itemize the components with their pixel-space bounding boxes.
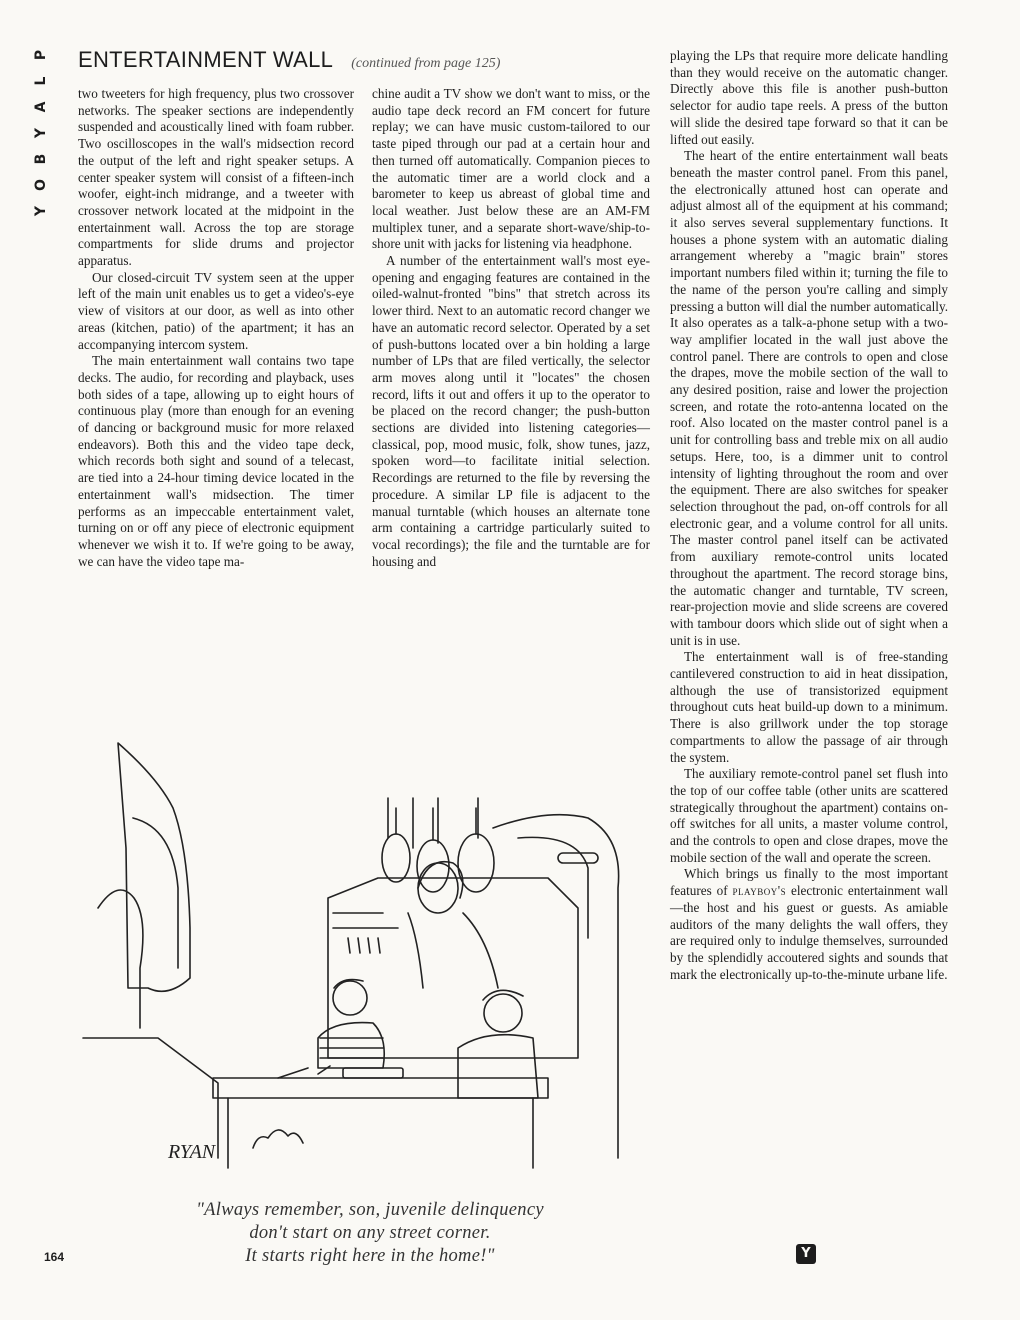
caption-line: "Always remember, son, juvenile delinquency	[196, 1200, 544, 1220]
paragraph: A number of the entertainment wall's most eye-opening and engaging features are contained in the oiled-walnut-fronted "bins" that stretch across its lower third. Next to an automatic record changer we have an automatic record selector. Operated by a set of push-buttons located over a bin holding a large number of LPs that are filed vertically, the selector arm moves along until it "locates" the chosen record, lifts it out and offers it up to the operator to be placed on the record changer; the push-button sections are divided into listening categories—classical, pop, mood music, folk, show tunes, jazz, spoken word—to facilitate initial selection. Recordings are returned to the file by reversing the procedure. A similar LP file is adjacent to the manual turntable (which houses an alternate tone arm containing a cartridge particularly suited to vocal recordings); the file and the turntable are for housing and	[372, 253, 650, 569]
continued-note: (continued from page 125)	[351, 56, 501, 71]
text-column-1	[78, 86, 354, 570]
paragraph: playing the LPs that require more delicate handling than they would receive on the automatic changer. Directly above this file is another push-button selector for audio tape reels. A press of the button will slide the desired tape forward so that it can be lifted out easily.	[670, 48, 948, 147]
cartoon-caption	[120, 1199, 620, 1268]
brand-letter: O	[33, 179, 49, 191]
paragraph: two tweeters for high frequency, plus two crossover networks. The speaker sections are independently suspended and acoustically lined with foam rubber. Two oscilloscopes in the wall's midsection record the output of the left and right speaker setups. A center speaker system will consist of a fifteen-inch woofer, eight-inch midrange, and a tweeter with crossover network located at the midpoint in the entertainment wall. Across the top are storage compartments for slide drums and projector apparatus.	[78, 86, 354, 269]
paragraph: The main entertainment wall contains two tape decks. The audio, for recording and playback, uses both sides of a tape, allowing up to eight hours of continuous play (more than enough for an evening of dancing or background music for more relaxed endeavors). Both this and the video tape deck, which records both sight and sound of a telecast, are tied into a 24-hour timing device located in the entertainment wall's midsection. The timer performs as an impeccable entertainment valet, turning on or off any piece of electronic equipment whenever we wish it to. If we're going to be away, we can have the video tape ma-	[78, 353, 354, 569]
end-mark-icon: Y	[796, 1244, 816, 1264]
brand-letter: Y	[33, 205, 49, 217]
paragraph: The auxiliary remote-control panel set flush into the top of our coffee table (other units are scattered strategically throughout the apartment) contains on-off switches for all units, a master volume control, and the controls to open and close drapes, move the mobile section of the wall and operate the screen.	[670, 766, 948, 865]
paragraph: Our closed-circuit TV system seen at the upper left of the main unit enables us to get a video's-eye view of visitors at our door, as well as into other areas (kitchen, patio) of the apartment; it has an accompanying intercom system.	[78, 269, 354, 352]
text-run: electronic entertainment wall—the host and his guest or guests. As amiable auditors of the many delights the wall offers, they are required only to indulge themselves, surrounded by the splendidly accoutered sights and sounds that mark the electronically up-to-the-minute urbane life.	[670, 883, 948, 982]
article-title: ENTERTAINMENT WALL	[78, 47, 334, 72]
text-run: Which brings us finally to the most important features of	[670, 866, 948, 899]
article-header	[78, 47, 638, 81]
artist-signature: RYAN	[168, 1141, 216, 1163]
paragraph: The heart of the entire entertainment wall beats beneath the master control panel. From this panel, the electronically attuned host can operate and adjust almost all of the equipment at his command; it also serves several supplementary functions. It houses a phone system with an automatic dialing arrangement whereby a "magic brain" stores important numbers filed within it; turning the file to the name of the person you're calling and simply pressing a button will dial the number automatically. It also operates as a talk-a-phone setup with a two-way amplifier located in the wall just above the control panel. There are controls to open and close the drapes, move the mobile section of the wall to any desired position, raise and lower the projection screen, and rotate the roto-antenna located on the roof. Also located on the master control panel is a unit for controlling bass and treble mix on all audio setups. Here, too, is a dimmer unit to control intensity of lighting throughout the room and over the equipment. There are also switches for speaker selection throughout the pad, on-off controls for all electronic gear, and a volume control for all units. The master control panel itself can be activated from auxiliary remote-control units located throughout the apartment. The record storage bins, the automatic changer and turntable, TV screen, rear-projection movie and slide screens are covered with tambour doors which slide out of sight when a unit is in use.	[670, 148, 948, 648]
text-column-2	[372, 86, 650, 570]
brand-letter: A	[33, 101, 49, 113]
brand-letter: B	[33, 153, 49, 165]
paragraph: chine audit a TV show we don't want to miss, or the audio tape deck record an FM concert for future replay; we can have music custom-tailored to our taste piped through our pad at a certain hour and then turned off automatically. Companion pieces to the automatic timer are a world clock and a barometer to keep us abreast of global time and local weather. Just below these are an AM-FM multiplex tuner, and a separate short-wave/ship-to-shore unit with jacks for listening via headphone.	[372, 86, 650, 252]
brand-name: playboy's	[732, 883, 787, 899]
paragraph-final	[670, 866, 948, 983]
page-number: 164	[44, 1250, 65, 1264]
paragraph: The entertainment wall is of free-standing cantilevered construction to aid in heat dissipation, although the use of transistorized equipment throughout cuts heat build-up down to a minimum. There is also grillwork under the top storage compartments to allow the passage of air through the system.	[670, 649, 948, 765]
vertical-brand-label	[30, 42, 52, 217]
brand-letter: P	[33, 49, 49, 61]
brand-letter: L	[33, 76, 49, 86]
text-column-3	[670, 48, 948, 983]
cartoon-illustration	[78, 738, 638, 1178]
caption-line: don't start on any street corner.	[249, 1223, 491, 1243]
caption-line: It starts right here in the home!"	[245, 1246, 495, 1266]
brand-letter: Y	[33, 127, 49, 139]
